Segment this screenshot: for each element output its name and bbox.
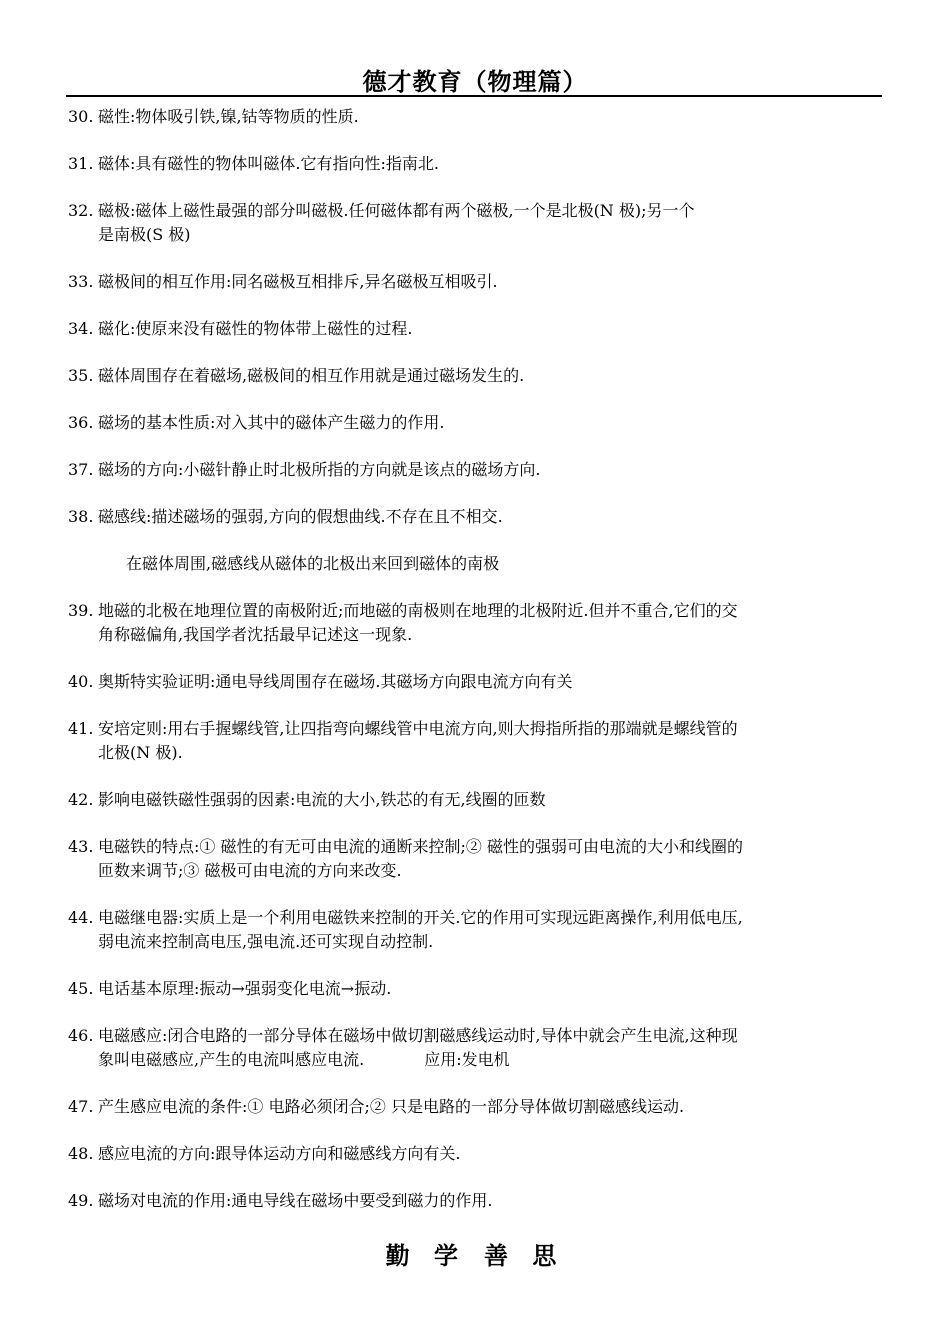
item-number: 49.: [68, 1191, 94, 1210]
item-number: 31.: [68, 154, 94, 173]
list-item-46: [68, 1024, 886, 1072]
list-item-32: [68, 199, 886, 247]
item-text: 感应电流的方向:跟导体运动方向和磁感线方向有关.: [98, 1144, 461, 1163]
item-number: 37.: [68, 460, 94, 479]
item-number: 35.: [68, 366, 94, 385]
item-text: 电磁继电器:实质上是一个利用电磁铁来控制的开关.它的作用可实现远距离操作,利用低电压,: [98, 908, 743, 927]
item-text: 磁极:磁体上磁性最强的部分叫磁极.任何磁体都有两个磁极,一个是北极(N 极);另一个: [98, 201, 695, 220]
list-item-43: [68, 835, 886, 883]
item-number: 32.: [68, 201, 94, 220]
list-item-37: [68, 458, 886, 482]
item-number: 45.: [68, 979, 94, 998]
list-item-45: [68, 977, 886, 1001]
list-item-38: [68, 505, 886, 529]
item-number: 30.: [68, 107, 94, 126]
item-text: 磁体周围存在着磁场,磁极间的相互作用就是通过磁场发生的.: [98, 366, 525, 385]
item-text: 地磁的北极在地理位置的南极附近;而地磁的南极则在地理的北极附近.但并不重合,它们的交: [98, 601, 738, 620]
list-item-36: [68, 411, 886, 435]
item-text: 磁体:具有磁性的物体叫磁体.它有指向性:指南北.: [98, 154, 439, 173]
header-divider: [66, 95, 882, 97]
item-text-continued: 角称磁偏角,我国学者沈括最早记述这一现象.: [98, 625, 413, 644]
item-text-continued: 匝数来调节;③ 磁极可由电流的方向来改变.: [98, 861, 402, 880]
item-text-continued: [68, 1048, 886, 1072]
item-text-continued: 北极(N 极).: [98, 743, 183, 762]
item-text: 电磁铁的特点:① 磁性的有无可由电流的通断来控制;② 磁性的强弱可由电流的大小和线圈的: [98, 837, 743, 856]
list-item-41: [68, 717, 886, 765]
list-item-44: [68, 906, 886, 954]
list-item-34: [68, 317, 886, 341]
knowledge-list: [68, 105, 886, 1236]
item-number: 46.: [68, 1026, 94, 1045]
item-number: 48.: [68, 1144, 94, 1163]
item-number: 39.: [68, 601, 94, 620]
item-text: 安培定则:用右手握螺线管,让四指弯向螺线管中电流方向,则大拇指所指的那端就是螺线管的: [98, 719, 738, 738]
item-number: 36.: [68, 413, 94, 432]
item-number: 43.: [68, 837, 94, 856]
item-number: 42.: [68, 790, 94, 809]
list-item-49: [68, 1189, 886, 1213]
footer-motto-part-1: 勤 学: [385, 1242, 466, 1270]
item-38-note: 在磁体周围,磁感线从磁体的北极出来回到磁体的南极: [126, 554, 500, 573]
list-item-39: [68, 599, 886, 647]
list-item-47: [68, 1095, 886, 1119]
list-item-42: [68, 788, 886, 812]
item-text-continued: 是南极(S 极): [98, 225, 191, 244]
item-text-part: 象叫电磁感应,产生的电流叫感应电流.: [98, 1050, 365, 1069]
item-text: 磁性:物体吸引铁,镍,钴等物质的性质.: [98, 107, 359, 126]
footer-motto-part-2: 善 思: [484, 1242, 565, 1270]
list-item-35: [68, 364, 886, 388]
list-item-30: [68, 105, 886, 129]
page-footer-motto: [0, 1236, 950, 1271]
item-number: 44.: [68, 908, 94, 927]
item-text: 电话基本原理:振动→强弱变化电流→振动.: [98, 979, 392, 998]
item-number: 34.: [68, 319, 94, 338]
item-text-continued: 弱电流来控制高电压,强电流.还可实现自动控制.: [98, 932, 434, 951]
item-text: 磁场对电流的作用:通电导线在磁场中要受到磁力的作用.: [98, 1191, 493, 1210]
application-text: 应用:发电机: [424, 1050, 510, 1069]
item-text: 产生感应电流的条件:① 电路必须闭合;② 只是电路的一部分导体做切割磁感线运动.: [98, 1097, 685, 1116]
list-item-48: [68, 1142, 886, 1166]
item-text: 磁化:使原来没有磁性的物体带上磁性的过程.: [98, 319, 413, 338]
item-text: 磁感线:描述磁场的强弱,方向的假想曲线.不存在且不相交.: [98, 507, 503, 526]
item-text: 奥斯特实验证明:通电导线周围存在磁场.其磁场方向跟电流方向有关: [98, 672, 573, 691]
item-text: 磁场的基本性质:对入其中的磁体产生磁力的作用.: [98, 413, 445, 432]
list-item-33: [68, 270, 886, 294]
list-item-40: [68, 670, 886, 694]
item-number: 47.: [68, 1097, 94, 1116]
item-number: 41.: [68, 719, 94, 738]
list-item-31: [68, 152, 886, 176]
item-text: 影响电磁铁磁性强弱的因素:电流的大小,铁芯的有无,线圈的匝数: [98, 790, 546, 809]
item-text: 磁场的方向:小磁针静止时北极所指的方向就是该点的磁场方向.: [98, 460, 541, 479]
item-number: 40.: [68, 672, 94, 691]
item-number: 38.: [68, 507, 94, 526]
item-text: 电磁感应:闭合电路的一部分导体在磁场中做切割磁感线运动时,导体中就会产生电流,这种现: [98, 1026, 738, 1045]
item-number: 33.: [68, 272, 94, 291]
page-title: 德才教育（物理篇）: [362, 68, 588, 96]
item-text: 磁极间的相互作用:同名磁极互相排斥,异名磁极互相吸引.: [98, 272, 498, 291]
